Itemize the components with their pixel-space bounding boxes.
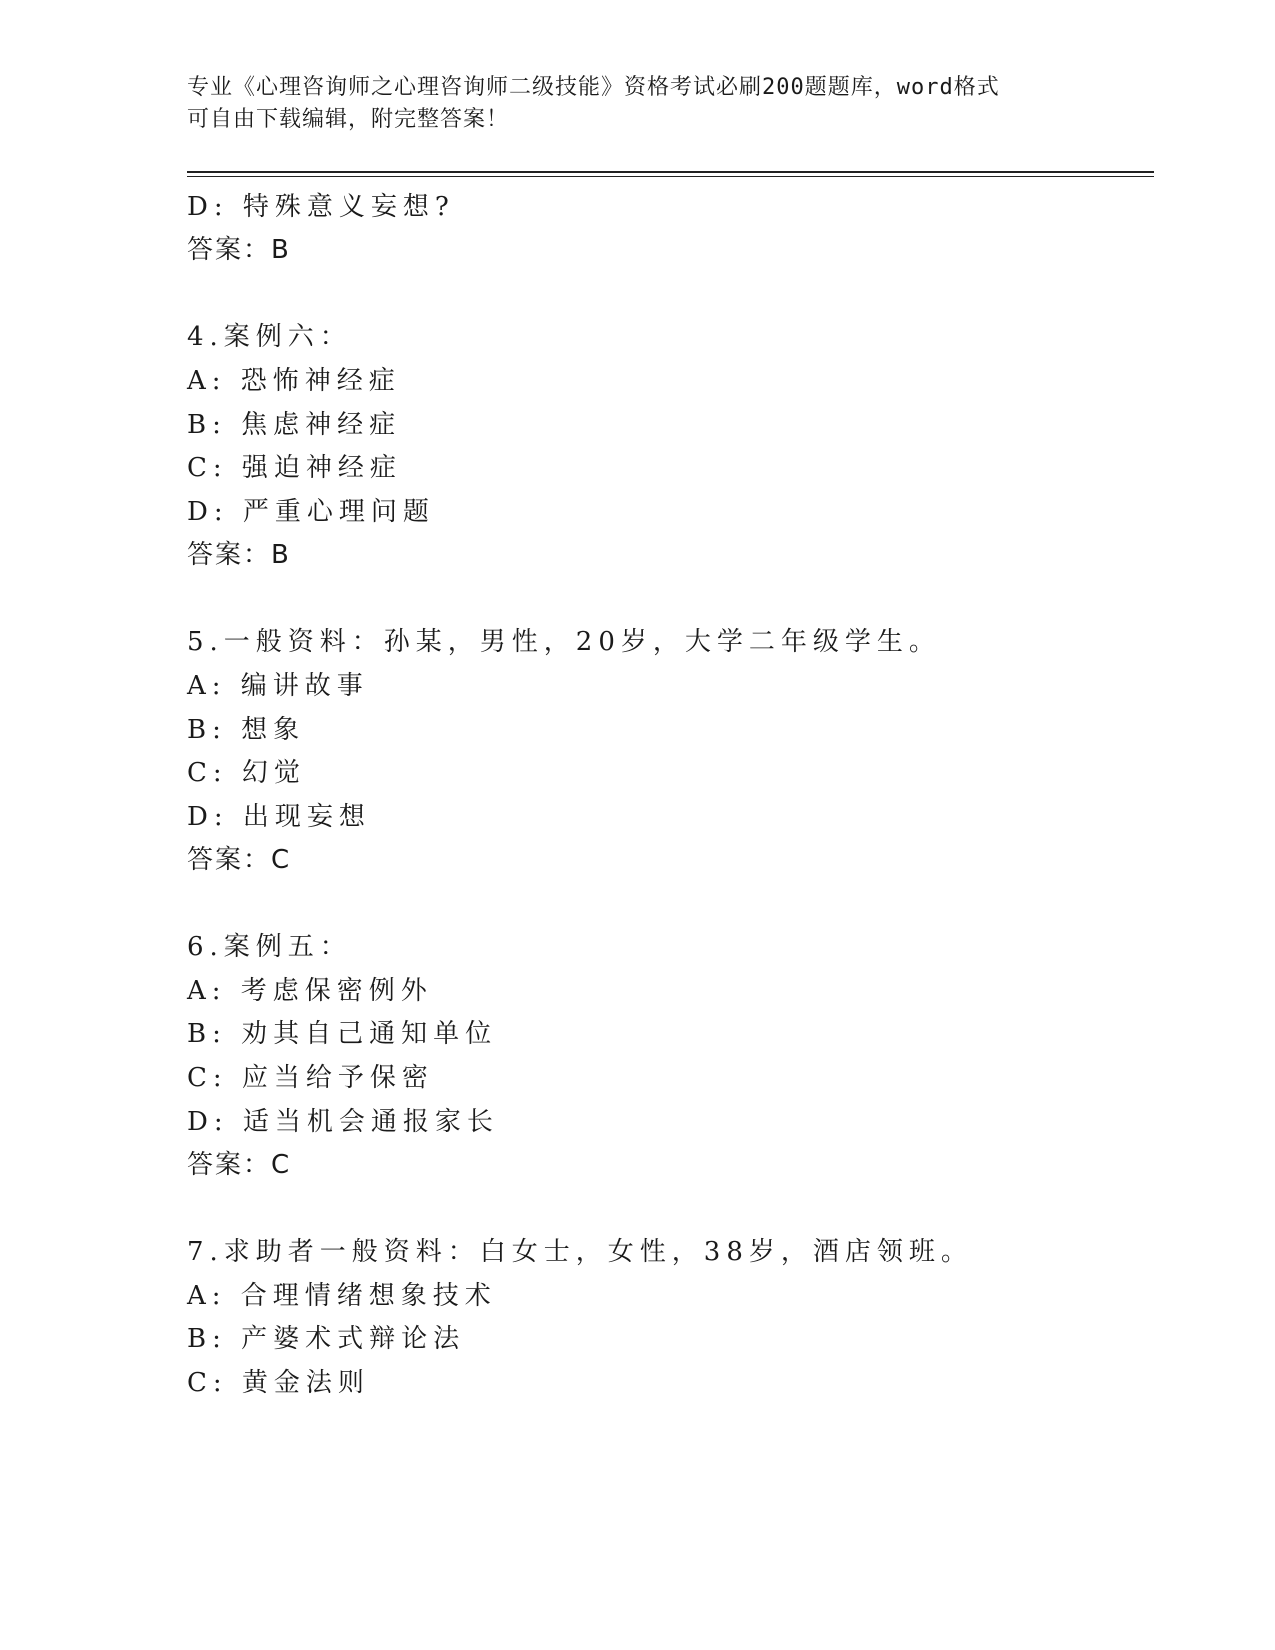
q5-option-c: C: 幻觉 — [187, 758, 306, 788]
q5-answer: 答案：C — [187, 845, 292, 875]
q6-option-c: C: 应当给予保密 — [187, 1063, 434, 1093]
prev-answer: 答案：B — [187, 235, 291, 265]
q4-answer: 答案：B — [187, 540, 291, 570]
header-line-1: 专业《心理咨询师之心理咨询师二级技能》资格考试必刷200题题库，word格式 — [187, 75, 1000, 100]
q5-option-a: A: 编讲故事 — [187, 671, 369, 701]
q4-option-d: D: 严重心理问题 — [187, 497, 435, 527]
q7-option-c: C: 黄金法则 — [187, 1368, 370, 1398]
q6-option-d: D: 适当机会通报家长 — [187, 1107, 499, 1137]
q5-option-d: D: 出现妄想 — [187, 802, 371, 832]
q6-option-a: A: 考虑保密例外 — [187, 976, 433, 1006]
q4-stem: 4.案例六： — [187, 322, 352, 352]
q7-stem: 7.求助者一般资料：白女士，女性，38岁，酒店领班。 — [187, 1237, 973, 1267]
q4-option-b: B: 焦虑神经症 — [187, 410, 402, 440]
q7-option-a: A: 合理情绪想象技术 — [187, 1281, 497, 1311]
q4-option-a: A: 恐怖神经症 — [187, 366, 401, 396]
header-rule-top — [187, 171, 1154, 173]
header-rule-bottom — [187, 176, 1154, 177]
q5-stem: 5.一般资料：孙某，男性，20岁，大学二年级学生。 — [187, 627, 941, 657]
q5-option-b: B: 想象 — [187, 715, 306, 745]
q6-stem: 6.案例五： — [187, 932, 352, 962]
q6-option-b: B: 劝其自己通知单位 — [187, 1019, 498, 1049]
q6-answer: 答案：C — [187, 1150, 292, 1180]
document-header — [187, 72, 1087, 136]
q7-option-b: B: 产婆术式辩论法 — [187, 1324, 466, 1354]
q4-option-c: C: 强迫神经症 — [187, 453, 402, 483]
header-line-2: 可自由下载编辑，附完整答案！ — [187, 107, 510, 132]
prev-option-d: D: 特殊意义妄想? — [187, 192, 455, 222]
